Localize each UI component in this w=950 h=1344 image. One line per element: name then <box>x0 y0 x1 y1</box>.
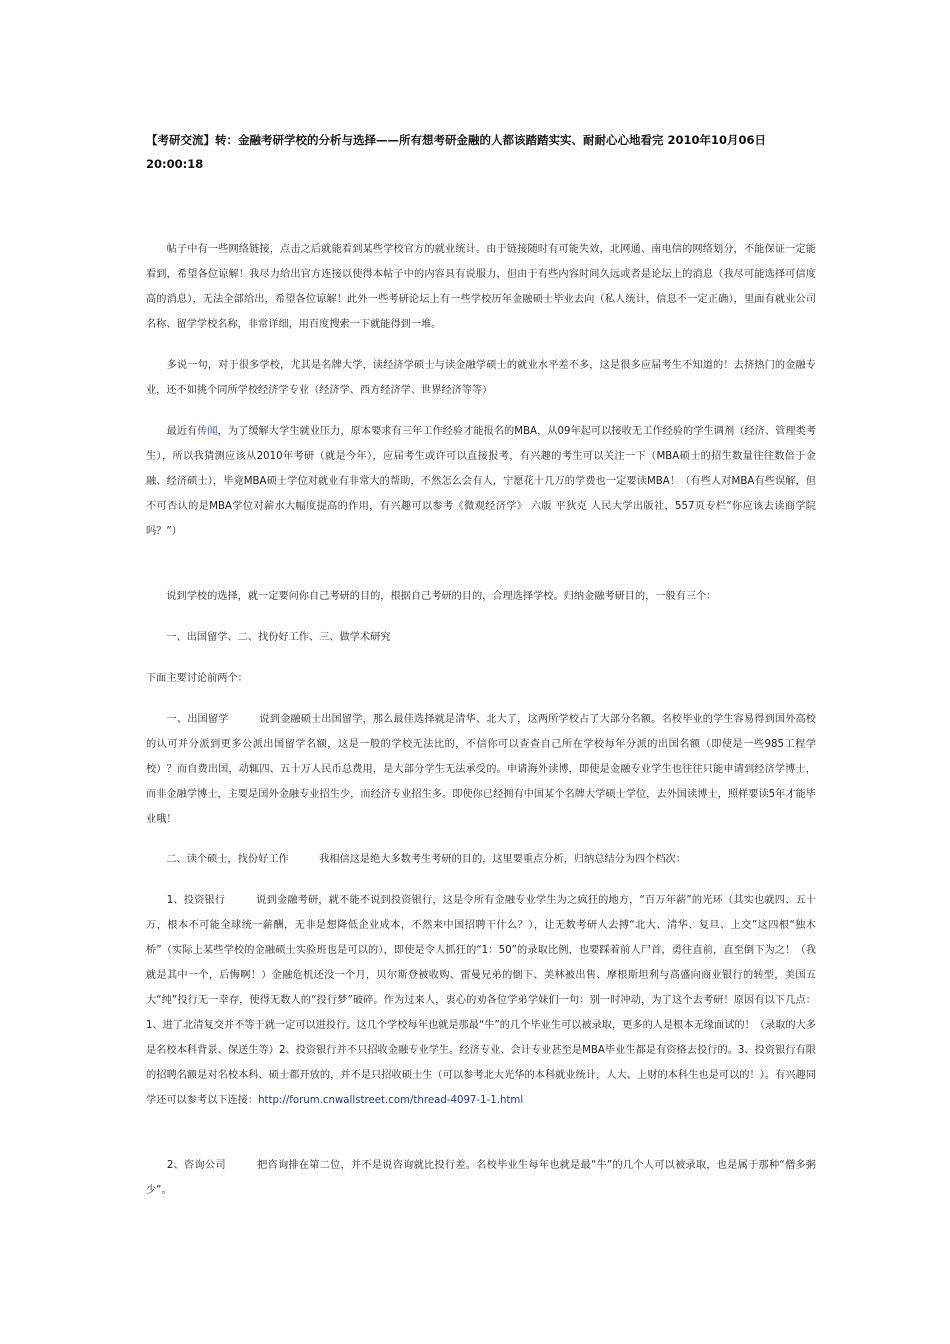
paragraph-mba-lead: 最近有 <box>146 426 198 437</box>
paragraph-intro: 帖子中有一些网络链接，点击之后就能看到某些学校官方的就业统计。由于链接随时有可能失效，北网通、南电信的网络划分，不能保证一定能看到，希望各位谅解！我尽力给出官方连接以使得本帖子中的内容具有说服力，但由于有些内容时间久远或者是论坛上的消息（我尽可能选择可信度高的消息），无法全部给出，希望各位谅解！此外一些考研论坛上有一些学校历年金融硕士毕业去向（私人统计，信息不一定正确），里面有就业公司名称、留学学校名称，非常详细，用百度搜索一下就能得到一堆。 <box>146 244 816 330</box>
paragraph-mba-body: ，为了缓解大学生就业压力，原本要求有三年工作经验才能报名的MBA，从09年起可以接收无工作经验的学生调剂（经济、管理类考生），所以我猜测应该从2010年考研（就是今年），应届考生或许可以直接报考，有兴趣的考生可以关注一下（MBA硕士的招生数量往往数倍于金融、经济硕士），毕竟MBA硕士学位对就业有非常大的帮助，不然怎么会有人，宁愿花十几万的学费也一定要读MBA！（有些人对MBA有些误解，但不可否认的是MBA学位对薪水大幅度提高的作用，有兴趣可以参考《微观经济学》 六版 平狄克 人民大学出版社，557页专栏“你应该去读商学院吗？”） <box>146 426 817 537</box>
paragraph-ibank <box>146 888 816 1113</box>
paragraph-choice: 说到学校的选择，就一定要问你自己考研的目的，根据自己考研的目的，合理选择学校。归纳金融考研目的，一般有三个： <box>146 591 717 602</box>
paragraph-mba <box>146 419 816 544</box>
rumor-link[interactable]: 传闻 <box>197 426 218 437</box>
paragraph-note: 多说一句，对于很多学校，尤其是名牌大学，读经济学硕士与读金融学硕士的就业水平差不多，这是很多应届考生不知道的！去挤热门的金融专业，还不如挑个同所学校经济学专业（经济学、西方经济学、世界经济等等） <box>146 360 816 396</box>
paragraph-abroad: 一、出国留学 说到金融硕士出国留学，那么最佳选择就是清华、北大了，这两所学校占了大部分名额。名校毕业的学生容易得到国外高校的认可并分派到更多公派出国留学名额，这是一般的学校无法比的，不信你可以查查自己所在学校每年分派的出国名额（即使是一些985工程学校）？而自费出国，动辄四、五十万人民币总费用，是大部分学生无法承受的。申请海外读博，即使是金融专业学生也往往只能申请到经济学博士，而非金融学博士，主要是国外金融专业招生少，而经济专业招生多。即使你已经拥有中国某个名牌大学硕士学位，去外国读博士，照样要读5年才能毕业哦！ <box>146 714 816 825</box>
paragraph-job: 二、读个硕士，找份好工作 我相信这是绝大多数考生考研的目的，这里要重点分析，归纳总结分为四个档次： <box>146 854 686 865</box>
forum-link[interactable]: http://forum.cnwallstreet.com/thread-4097-1-1.html <box>258 1095 524 1106</box>
paragraph-discuss: 下面主要讨论前两个： <box>146 673 248 684</box>
paragraph-ibank-body: 1、投资银行 说到金融考研，就不能不说到投资银行，这是令所有金融专业学生为之疯狂的地方，“百万年薪”的光环（其实也就四、五十万，根本不可能全球统一薪酬，无非是想降低企业成本，不然来中国招聘干什么？），让无数考研人去搏“北大、清华、复旦、上交”这四根“独木桥”（实际上某些学校的金融硕士实验班也是可以的），即使是令人抓狂的“1：50”的录取比例，也要踩着前人尸首，勇往直前，直至倒下为之！（我就是其中一个，后悔啊！）金融危机还没一个月，贝尔斯登被收购、雷曼兄弟的倒下、美林被出售、摩根斯坦利与高盛向商业银行的转型，美国五大“纯”投行无一幸存，使得无数人的“投行梦”破碎。作为过来人，衷心的劝各位学弟学妹们一句：别一时冲动，为了这个去考研！原因有以下几点：1、进了北清复交并不等于就一定可以进投行。这几个学校每年也就是那最“牛”的几个毕业生可以被录取，更多的人是根本无缘面试的！（录取的大多是名校本科背景、保送生等）2、投资银行并不只招收金融专业学生。经济专业、会计专业甚至是MBA毕业生都是有资格去投行的。3、投资银行有限的招聘名额是对名校本科、硕士都开放的，并不是只招收硕士生（可以参考北大光华的本科就业统计，人大、上财的本科生也是可以的！）。有兴趣同学还可以参考以下连接： <box>146 895 816 1106</box>
page-title: 【考研交流】转：金融考研学校的分析与选择——所有想考研金融的人都该踏踏实实、耐耐心心地看完 2010年10月06日 20:00:18 <box>146 133 767 171</box>
paragraph-goals: 一、出国留学、二、找份好工作、三、做学术研究 <box>146 632 391 643</box>
paragraph-consulting: 2、咨询公司 把咨询排在第二位，并不是说咨询就比投行差。名校毕业生每年也就是最“牛”的几个人可以被录取，也是属于那种“僧多粥少”。 <box>146 1160 816 1196</box>
